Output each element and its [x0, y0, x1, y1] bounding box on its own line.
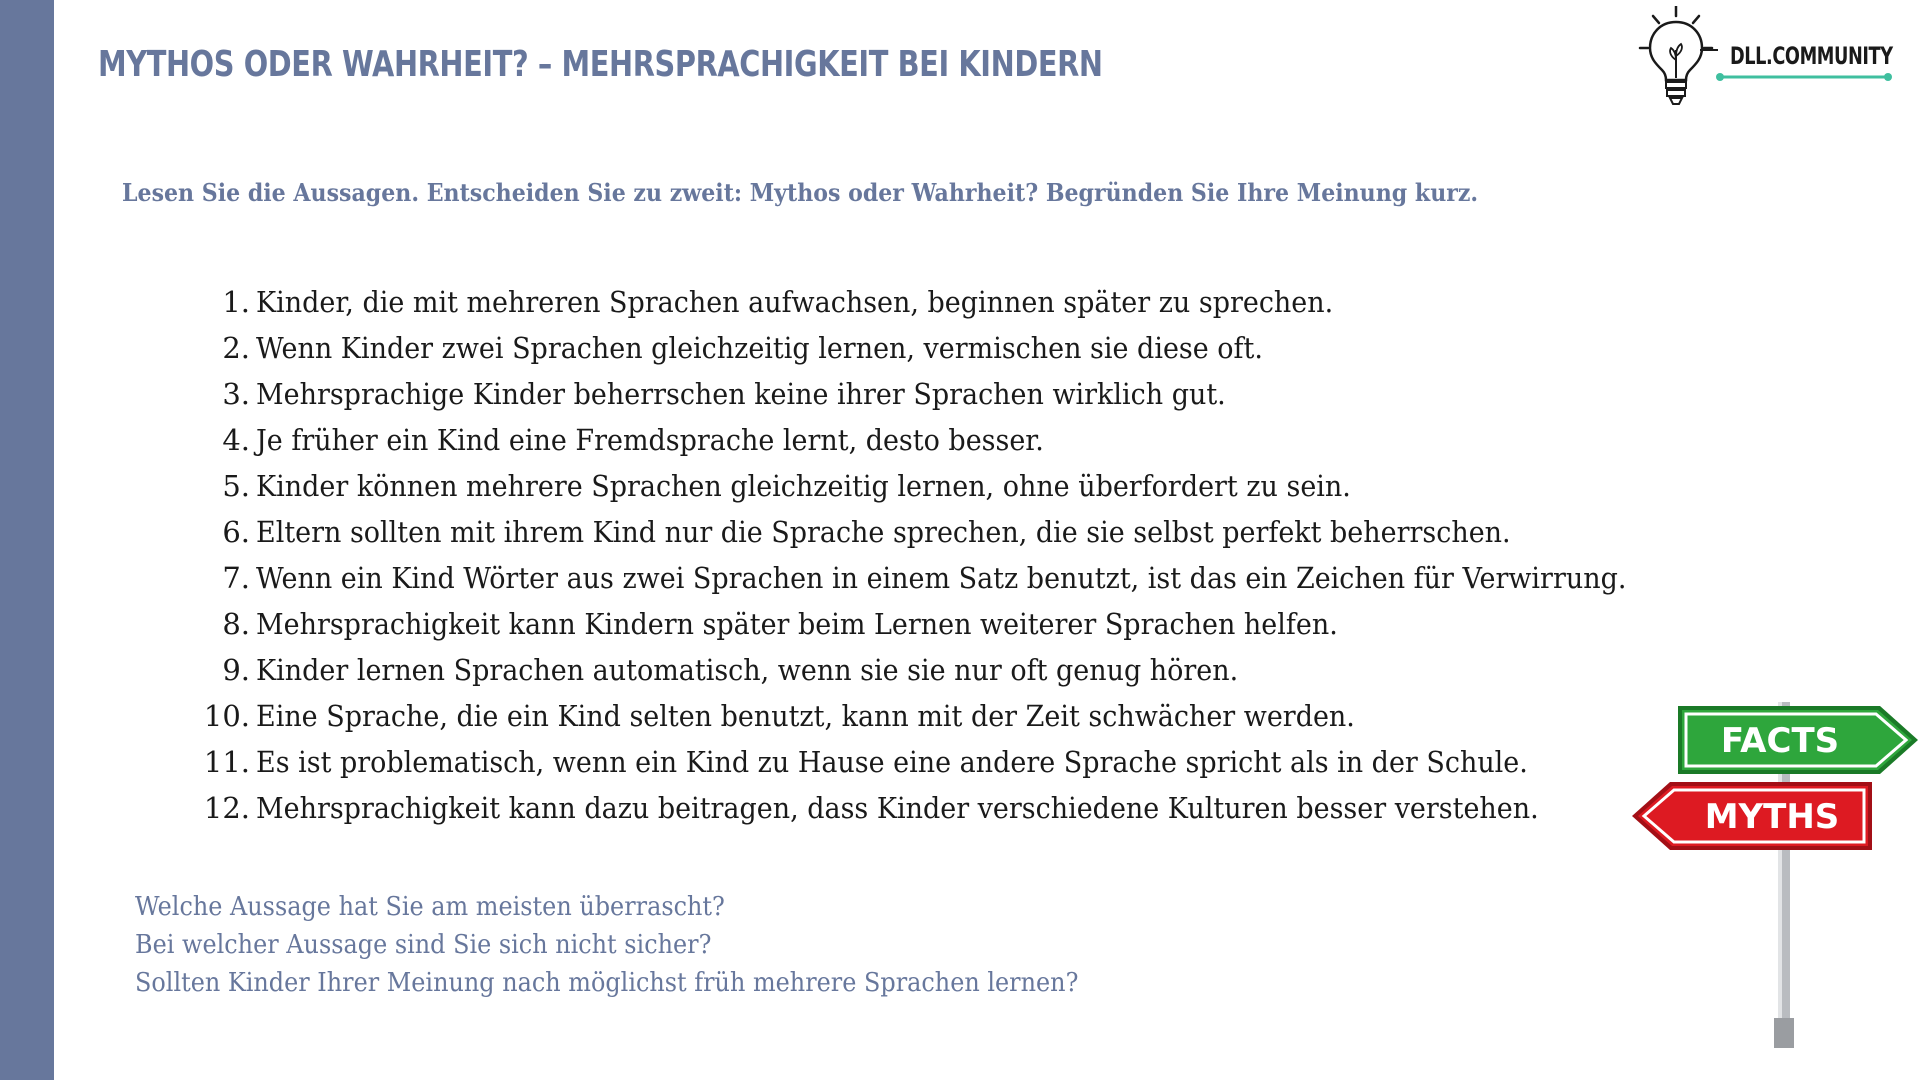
question-text: Bei welcher Aussage sind Sie sich nicht sicher? [135, 930, 712, 960]
myths-sign [1632, 782, 1872, 850]
list-item [195, 515, 1730, 561]
list-item [195, 653, 1730, 699]
statement-text: Wenn ein Kind Wörter aus zwei Sprachen in einem Satz benutzt, ist das ein Zeichen für Verwirrung. [256, 561, 1627, 595]
statement-number: 3. [222, 377, 250, 411]
reflection-questions [135, 888, 1160, 1002]
list-item [195, 561, 1730, 607]
list-item [195, 699, 1730, 745]
statement-text: Wenn Kinder zwei Sprachen gleichzeitig lernen, vermischen sie diese oft. [256, 331, 1263, 365]
list-item [195, 745, 1730, 791]
question-text: Welche Aussage hat Sie am meisten überrascht? [135, 892, 725, 922]
myths-label: MYTHS [1704, 797, 1840, 837]
statement-number: 2. [222, 331, 250, 365]
statement-number: 10. [203, 699, 250, 733]
statement-number: 5. [222, 469, 250, 503]
statement-list [195, 285, 1730, 837]
page-title: MYTHOS ODER WAHRHEIT? – MEHRSPRACHIGKEIT BEI KINDERN [98, 44, 1103, 85]
statement-text: Mehrsprachige Kinder beherrschen keine ihrer Sprachen wirklich gut. [256, 377, 1226, 411]
statement-number: 1. [222, 285, 250, 319]
statement-number: 4. [222, 423, 250, 457]
list-item [195, 607, 1730, 653]
statement-text: Kinder, die mit mehreren Sprachen aufwachsen, beginnen später zu sprechen. [256, 285, 1334, 319]
statement-number: 9. [222, 653, 250, 687]
facts-label: FACTS [1720, 721, 1840, 761]
facts-myths-signpost [1630, 700, 1920, 1050]
facts-sign [1678, 706, 1918, 774]
question-text: Sollten Kinder Ihrer Meinung nach möglichst früh mehrere Sprachen lernen? [135, 968, 1079, 998]
list-item [195, 331, 1730, 377]
statement-text: Es ist problematisch, wenn ein Kind zu Hause eine andere Sprache spricht als in der Schule. [256, 745, 1528, 779]
list-item [195, 469, 1730, 515]
statement-text: Kinder lernen Sprachen automatisch, wenn sie sie nur oft genug hören. [256, 653, 1239, 687]
list-item [195, 377, 1730, 423]
statement-number: 12. [203, 791, 250, 825]
list-item [195, 285, 1730, 331]
statement-number: 6. [222, 515, 250, 549]
list-item [195, 423, 1730, 469]
dll-community-logo [1636, 6, 1896, 110]
statement-text: Je früher ein Kind eine Fremdsprache lernt, desto besser. [256, 423, 1044, 457]
logo-text: DLL.COMMUNITY [1730, 42, 1893, 70]
statement-number: 11. [203, 745, 250, 779]
instruction-text: Lesen Sie die Aussagen. Entscheiden Sie zu zweit: Mythos oder Wahrheit? Begründen Sie Ihre Meinung kurz. [122, 178, 1479, 207]
list-item [195, 791, 1730, 837]
left-accent-bar [0, 0, 54, 1080]
statement-text: Mehrsprachigkeit kann dazu beitragen, dass Kinder verschiedene Kulturen besser verstehen. [256, 791, 1539, 825]
statement-text: Eine Sprache, die ein Kind selten benutzt, kann mit der Zeit schwächer werden. [256, 699, 1355, 733]
statement-text: Kinder können mehrere Sprachen gleichzeitig lernen, ohne überfordert zu sein. [256, 469, 1351, 503]
statement-number: 7. [222, 561, 250, 595]
statement-text: Mehrsprachigkeit kann Kindern später beim Lernen weiterer Sprachen helfen. [256, 607, 1338, 641]
statement-text: Eltern sollten mit ihrem Kind nur die Sprache sprechen, die sie selbst perfekt beherrschen. [256, 515, 1511, 549]
statement-number: 8. [222, 607, 250, 641]
